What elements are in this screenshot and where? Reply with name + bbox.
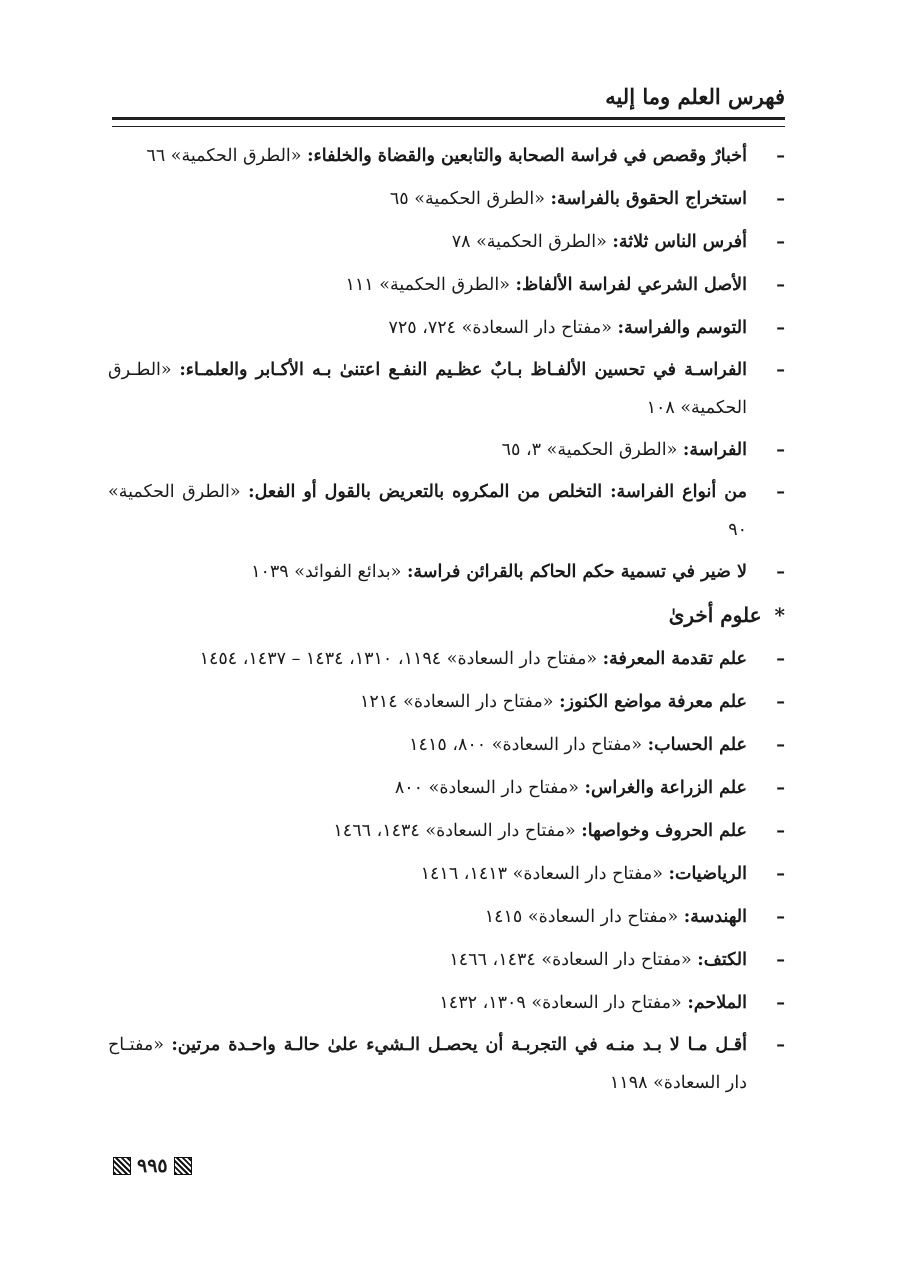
entry-dash: – [776, 778, 785, 798]
entry-topic: الرياضيات: [668, 864, 747, 884]
entry-reference: «مفتاح دار السعادة» ١٣٠٩، ١٤٣٢ [439, 993, 682, 1013]
entry-dash: – [776, 440, 785, 460]
entry-topic: أفرس الناس ثلاثة: [612, 232, 747, 252]
section-heading [108, 595, 785, 635]
entry-reference: «مفتاح دار السعادة» ١٤١٣، ١٤١٦ [420, 864, 663, 884]
index-entry [108, 940, 785, 980]
entry-reference: «الطرق الحكمية» ١١١ [345, 275, 510, 295]
index-entry [108, 854, 785, 894]
entry-reference: «مفتاح دار السعادة» ٨٠٠، ١٤١٥ [409, 735, 643, 755]
entry-dash: – [776, 275, 785, 295]
entry-reference: «الطرق الحكمية» ٩٠ [108, 482, 747, 540]
entry-topic: علم الحساب: [647, 735, 747, 755]
entry-topic: من أنواع الفراسة: التخلص من المكروه بالتعريض بالقول أو الفعل: [248, 482, 747, 502]
entry-topic: الهندسة: [683, 907, 747, 927]
running-header: فهرس العلم وما إليه [605, 84, 785, 109]
index-entry [108, 308, 785, 348]
index-entry [108, 983, 785, 1023]
entry-reference: «الطرق الحكمية» ٣، ٦٥ [501, 440, 678, 460]
entry-reference: «مفتاح دار السعادة» ١٤١٥ [484, 907, 679, 927]
index-entry [108, 811, 785, 851]
entry-dash: – [776, 649, 785, 669]
entry-dash: – [776, 993, 785, 1013]
entry-reference: «بدائع الفوائد» ١٠٣٩ [251, 562, 402, 582]
section-title: علوم أخرىٰ [668, 603, 762, 627]
entry-reference: «مفتاح دار السعادة» ٨٠٠ [394, 778, 579, 798]
entry-reference: «مفتاح دار السعادة» ١٤٣٤، ١٤٦٦ [449, 950, 692, 970]
entry-topic: الملاحم: [687, 993, 747, 1013]
entry-topic: علم الحروف وخواصها: [581, 821, 747, 841]
entry-topic: الأصل الشرعي لفراسة الألفاظ: [515, 275, 747, 295]
index-entry [108, 430, 785, 470]
entry-reference: «الطرق الحكمية» ٦٦ [146, 146, 302, 166]
index-entry [108, 725, 785, 765]
entry-reference: «مفتاح دار السعادة» ٧٢٤، ٧٢٥ [388, 318, 612, 338]
entry-topic: الفراسـة في تحسين الألفـاظ بـابٌ عظـيم النفـع اعتنىٰ بـه الأكـابر والعلمـاء: [179, 360, 747, 380]
entry-dash: – [776, 735, 785, 755]
entry-dash: – [776, 318, 785, 338]
ornament-icon [113, 1157, 131, 1175]
entry-dash: – [776, 232, 785, 252]
entry-reference: «مفتاح دار السعادة» ١٢١٤ [360, 692, 554, 712]
entry-topic: علم تقدمة المعرفة: [602, 649, 747, 669]
entry-reference: «مفتاح دار السعادة» ١٤٣٤، ١٤٦٦ [333, 821, 576, 841]
page-number: ٩٩٥ [137, 1155, 168, 1177]
index-entry [108, 351, 785, 427]
entry-topic: علم الزراعة والغراس: [584, 778, 747, 798]
entry-topic: لا ضير في تسمية حكم الحاكم بالقرائن فراسة: [406, 562, 747, 582]
entry-reference: «الطـرق الحكمية» ١٠٨ [108, 360, 747, 418]
entry-reference: «الطرق الحكمية» ٦٥ [389, 189, 545, 209]
index-entry [108, 222, 785, 262]
entry-reference: «مفتاح دار السعادة» ١١٩٤، ١٣١٠، ١٤٣٤ – ١٤٣٧، ١٤٥٤ [199, 649, 598, 669]
entry-topic: الكتف: [697, 950, 747, 970]
entry-reference: «الطرق الحكمية» ٧٨ [451, 232, 607, 252]
entry-dash: – [776, 562, 785, 582]
entry-dash: – [776, 146, 785, 166]
index-entry [108, 682, 785, 722]
entry-dash: – [776, 907, 785, 927]
entry-dash: – [776, 360, 785, 380]
ornament-icon [174, 1157, 192, 1175]
entry-topic: علم معرفة مواضع الكنوز: [559, 692, 747, 712]
index-entry [108, 473, 785, 549]
page-number-block [113, 1155, 192, 1177]
index-entry [108, 265, 785, 305]
section-star: * [774, 603, 785, 627]
index-entry [108, 639, 785, 679]
entry-topic: التوسم والفراسة: [617, 318, 747, 338]
entry-dash: – [776, 821, 785, 841]
entry-topic: استخراج الحقوق بالفراسة: [550, 189, 747, 209]
entry-dash: – [776, 864, 785, 884]
entry-dash: – [776, 950, 785, 970]
index-entry [108, 552, 785, 592]
index-entry [108, 897, 785, 937]
entry-dash: – [776, 692, 785, 712]
entry-topic: الفراسة: [682, 440, 747, 460]
entry-dash: – [776, 482, 785, 502]
index-entry [108, 1026, 785, 1102]
index-content [108, 136, 785, 1105]
index-entry [108, 136, 785, 176]
index-entry [108, 768, 785, 808]
entry-topic: أقـل مـا لا بـد منـه في التجربـة أن يحصـل الـشيء علىٰ حالـة واحـدة مرتين: [171, 1035, 747, 1055]
index-entry [108, 179, 785, 219]
entry-dash: – [776, 189, 785, 209]
entry-topic: أخبارٌ وقصص في فراسة الصحابة والتابعين والقضاة والخلفاء: [307, 146, 747, 166]
header-rule [112, 117, 785, 127]
entry-dash: – [776, 1035, 785, 1055]
entry-reference: «مفتـاح دار السعادة» ١١٩٨ [108, 1035, 747, 1093]
